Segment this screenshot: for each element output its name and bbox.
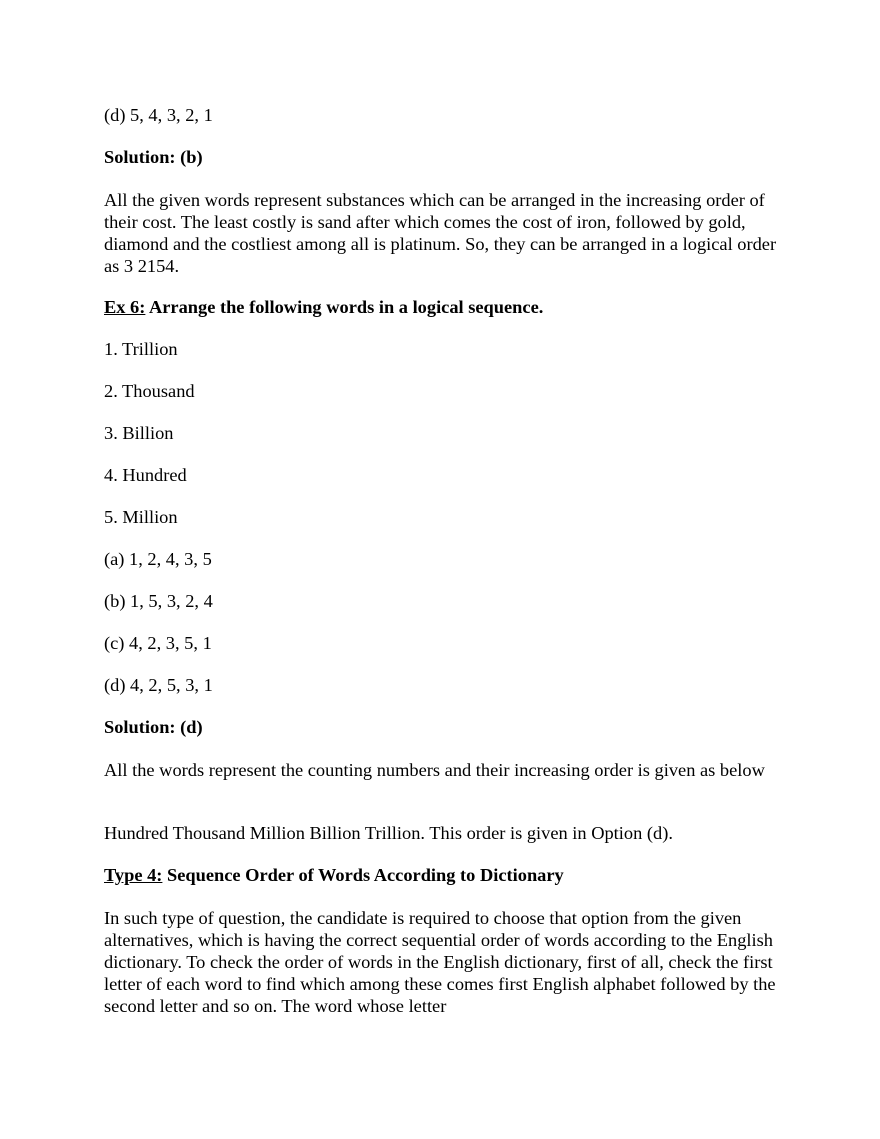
ex6-explanation: All the words represent the counting numbers and their increasing order is given as below (104, 760, 765, 780)
ex6-option-c: (c) 4, 2, 3, 5, 1 (104, 633, 212, 653)
ex6-item-4: 4. Hundred (104, 465, 187, 485)
option-d-prev: (d) 5, 4, 3, 2, 1 (104, 105, 213, 125)
ex6-item-3: 3. Billion (104, 423, 174, 443)
ex6-order: Hundred Thousand Million Billion Trillion. This order is given in Option (d). (104, 823, 673, 843)
ex6-item-5: 5. Million (104, 507, 178, 527)
ex6-option-a: (a) 1, 2, 4, 3, 5 (104, 549, 212, 569)
ex6-solution-heading: Solution: (d) (104, 717, 203, 737)
solution-5-explanation: All the given words represent substances which can be arranged in the increasing order of their cost. The least costly is sand after which comes the cost of iron, followed by gold, diamond and the costliest among all is platinum. So, they can be arranged in a logical order as 3 2154. (104, 190, 777, 276)
ex6-item-2: 2. Thousand (104, 381, 195, 401)
ex6-label: Ex 6: (104, 297, 146, 317)
type4-heading (104, 864, 564, 886)
type4-label: Type 4: (104, 865, 163, 885)
ex6-question (104, 296, 543, 318)
ex6-question-text: Arrange the following words in a logical sequence. (145, 297, 544, 317)
type4-body: In such type of question, the candidate is required to choose that option from the given alternatives, which is having the correct sequential order of words according to the English dictionary. To check the order of words in the English dictionary, first of all, check the first letter of each word to find which among these comes first English alphabet followed by the second letter and so on. The word whose letter (104, 908, 776, 1016)
ex6-option-d: (d) 4, 2, 5, 3, 1 (104, 675, 213, 695)
type4-heading-text: Sequence Order of Words According to Dictionary (162, 865, 564, 885)
solution-5-heading: Solution: (b) (104, 147, 203, 167)
ex6-option-b: (b) 1, 5, 3, 2, 4 (104, 591, 213, 611)
ex6-item-1: 1. Trillion (104, 339, 178, 359)
